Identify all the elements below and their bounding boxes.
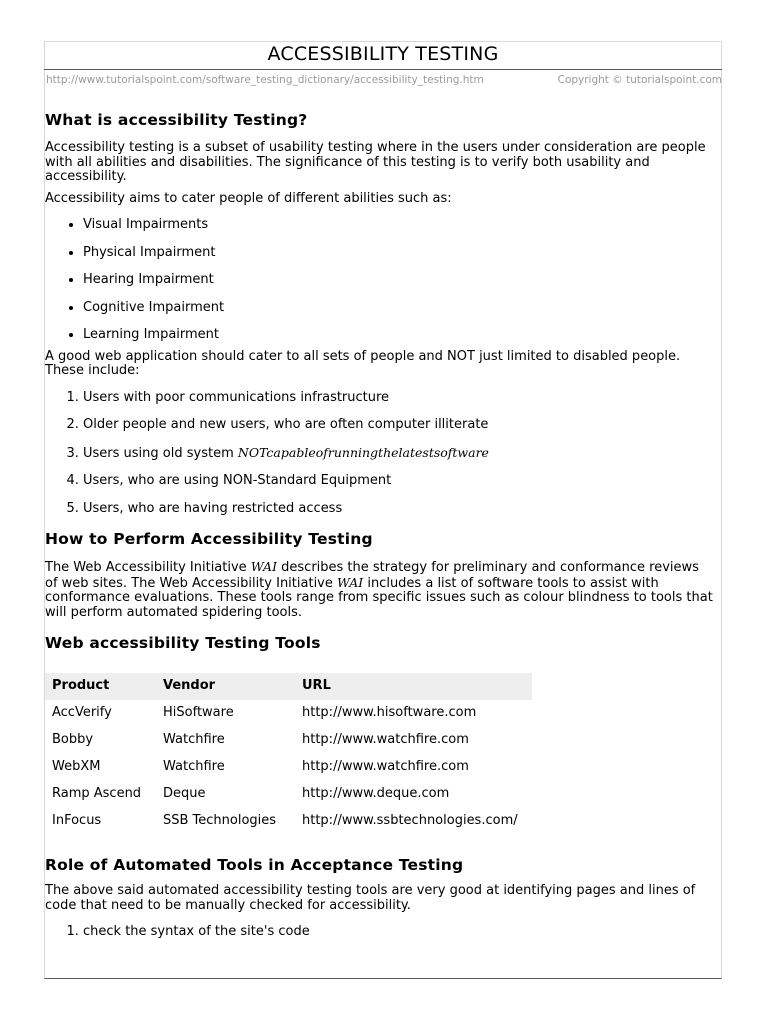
table-cell: WebXM bbox=[52, 759, 101, 775]
table-cell: HiSoftware bbox=[163, 705, 234, 721]
tools-table bbox=[45, 673, 532, 835]
list-item: • Cognitive Impairment bbox=[83, 301, 715, 316]
table-cell: Bobby bbox=[52, 732, 94, 748]
wai-abbr: WAI bbox=[250, 559, 278, 574]
table-cell: AccVerify bbox=[52, 705, 112, 721]
column-header-product: Product bbox=[45, 673, 156, 700]
wai-abbr: WAI bbox=[337, 574, 364, 590]
intro-paragraph: Accessibility testing is a subset of usability testing where in the users under consideration are people with all abilities and disabilities. The significance of this testing is to verify both usability and accessibility. bbox=[45, 140, 706, 184]
checks-list bbox=[45, 925, 715, 940]
table-row bbox=[45, 727, 532, 754]
table-row bbox=[45, 754, 532, 781]
list-item: 4. Users, who are using NON-Standard Equipment bbox=[83, 474, 715, 489]
list-item: • Physical Impairment bbox=[83, 246, 715, 261]
table-row bbox=[45, 808, 532, 835]
page-title: ACCESSIBILITY TESTING bbox=[267, 43, 499, 65]
table-cell: Ramp Ascend bbox=[52, 786, 142, 802]
list-item: • Learning Impairment bbox=[83, 328, 715, 343]
wai-paragraph bbox=[45, 560, 715, 620]
users-list bbox=[45, 391, 715, 517]
wai-text-a: The Web Accessibility Initiative bbox=[45, 560, 251, 575]
list-item: 1. Users with poor communications infrastructure bbox=[83, 391, 715, 406]
copyright-notice: Copyright © tutorialspoint.com bbox=[557, 74, 722, 86]
table-row bbox=[45, 781, 532, 808]
role-paragraph: The above said automated accessibility testing tools are very good at identifying pages and lines of code that need to be manually checked for accessibility. bbox=[45, 883, 696, 913]
table-cell: InFocus bbox=[52, 813, 102, 829]
column-header-vendor: Vendor bbox=[156, 673, 295, 700]
table-cell: Deque bbox=[163, 786, 206, 802]
list-item-text: Users using old system bbox=[83, 445, 234, 461]
table-cell[interactable]: http://www.ssbtechnologies.com/ bbox=[302, 813, 518, 829]
table-cell: SSB Technologies bbox=[163, 813, 277, 829]
table-cell[interactable]: http://www.deque.com bbox=[302, 786, 450, 802]
table-header-row bbox=[45, 673, 532, 700]
table-cell: Watchfire bbox=[163, 732, 225, 748]
list-item: • Visual Impairments bbox=[83, 218, 715, 233]
section-heading-what-is: What is accessibility Testing? bbox=[45, 111, 308, 129]
list-item: • Hearing Impairment bbox=[83, 273, 715, 288]
table-cell[interactable]: http://www.hisoftware.com bbox=[302, 705, 477, 721]
section-heading-tools: Web accessibility Testing Tools bbox=[45, 634, 321, 652]
header-rule bbox=[44, 69, 722, 70]
list-item: 2. Older people and new users, who are often computer illiterate bbox=[83, 418, 715, 433]
article-body bbox=[45, 110, 715, 953]
users-intro: A good web application should cater to all sets of people and NOT just limited to disabled people. These include: bbox=[45, 348, 681, 378]
source-url[interactable]: http://www.tutorialspoint.com/software_testing_dictionary/accessibility_testing.htm bbox=[46, 74, 484, 86]
wai-text-c: includes a list of software tools to assist with conformance evaluations. These tools range from specific issues such as colour blindness to tools that will perform automated spidering tools. bbox=[45, 575, 713, 620]
math-note: NOTcapableofrunningthelatestsoftware bbox=[237, 444, 489, 460]
column-header-url: URL bbox=[295, 673, 532, 700]
abilities-list bbox=[45, 218, 715, 343]
section-heading-role: Role of Automated Tools in Acceptance Testing bbox=[45, 856, 464, 874]
table-cell[interactable]: http://www.watchfire.com bbox=[302, 732, 469, 748]
section-heading-how-to: How to Perform Accessibility Testing bbox=[45, 530, 373, 548]
abilities-intro: Accessibility aims to cater people of different abilities such as: bbox=[45, 190, 452, 206]
list-item: 5. Users, who are having restricted access bbox=[83, 502, 715, 517]
table-row bbox=[45, 700, 532, 727]
table-cell: Watchfire bbox=[163, 759, 225, 775]
list-item: 1. check the syntax of the site's code bbox=[83, 925, 715, 940]
wai-text-b: describes the strategy for preliminary and conformance reviews of web sites. The Web Accessibility Initiative bbox=[45, 560, 699, 591]
table-cell[interactable]: http://www.watchfire.com bbox=[302, 759, 469, 775]
list-item bbox=[83, 446, 715, 462]
